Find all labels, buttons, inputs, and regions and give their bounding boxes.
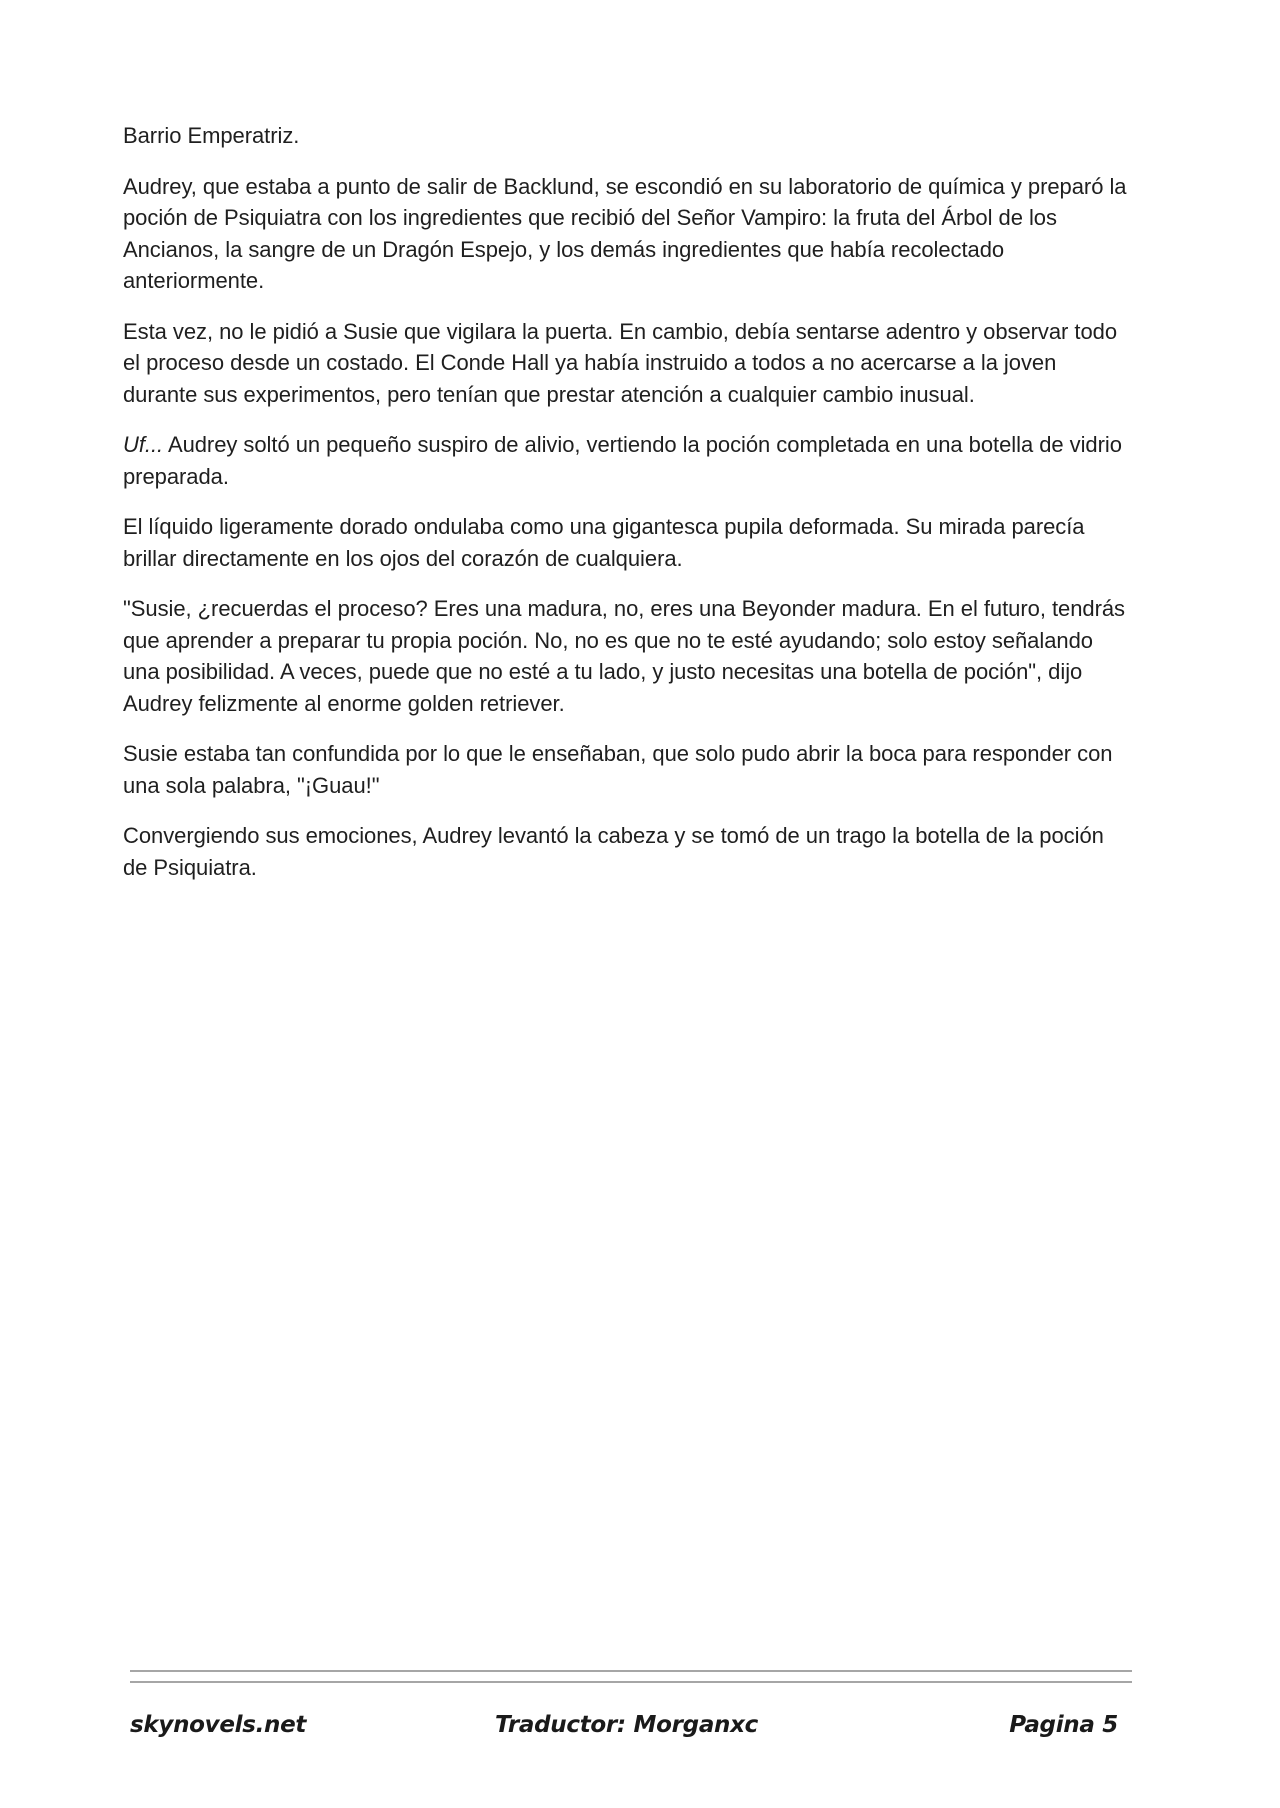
footer-page-number: Pagina 5	[1009, 1712, 1118, 1738]
document-body	[123, 120, 1133, 902]
paragraph-2	[123, 171, 1133, 297]
paragraph-8-text: Convergiendo sus emociones, Audrey levantó la cabeza y se tomó de un trago la botella de la poción de Psiquiatra.	[123, 823, 1104, 880]
paragraph-3	[123, 316, 1133, 411]
paragraph-2-text: Audrey, que estaba a punto de salir de Backlund, se escondió en su laboratorio de química y preparó la poción de Psiquiatra con los ingredientes que recibió del Señor Vampiro: la fruta del Árbol de los Ancianos, la sangre de un Dragón Espejo, y los demás ingredientes que había recolectado anteriormente.	[123, 173, 1127, 293]
paragraph-6	[123, 593, 1133, 719]
footer-divider-top	[130, 1670, 1132, 1672]
paragraph-4-italic-lead: Uf...	[123, 432, 164, 457]
paragraph-8	[123, 820, 1133, 883]
paragraph-1	[123, 120, 1133, 152]
footer-divider-bottom	[130, 1681, 1132, 1683]
paragraph-7-text: Susie estaba tan confundida por lo que le enseñaban, que solo pudo abrir la boca para responder con una sola palabra, "¡Guau!"	[123, 741, 1113, 798]
paragraph-7	[123, 738, 1133, 801]
paragraph-4-text: Audrey soltó un pequeño suspiro de alivio, vertiendo la poción completada en una botella de vidrio preparada.	[123, 432, 1122, 489]
footer-translator: Traductor: Morganxc	[495, 1712, 759, 1738]
paragraph-1-text: Barrio Emperatriz.	[123, 123, 300, 148]
paragraph-4	[123, 429, 1133, 492]
footer-site-name: skynovels.net	[130, 1712, 307, 1738]
paragraph-5	[123, 511, 1133, 574]
paragraph-5-text: El líquido ligeramente dorado ondulaba como una gigantesca pupila deformada. Su mirada parecía brillar directamente en los ojos del corazón de cualquiera.	[123, 514, 1085, 571]
paragraph-3-text: Esta vez, no le pidió a Susie que vigilara la puerta. En cambio, debía sentarse adentro y observar todo el proceso desde un costado. El Conde Hall ya había instruido a todos a no acercarse a la joven durante sus experimentos, pero tenían que prestar atención a cualquier cambio inusual.	[123, 318, 1118, 407]
paragraph-6-text: "Susie, ¿recuerdas el proceso? Eres una madura, no, eres una Beyonder madura. En el futuro, tendrás que aprender a preparar tu propia poción. No, no es que no te esté ayudando; solo estoy señalando una posibilidad. A veces, puede que no esté a tu lado, y justo necesitas una botella de poción", dijo Audrey felizmente al enorme golden retriever.	[123, 596, 1125, 716]
